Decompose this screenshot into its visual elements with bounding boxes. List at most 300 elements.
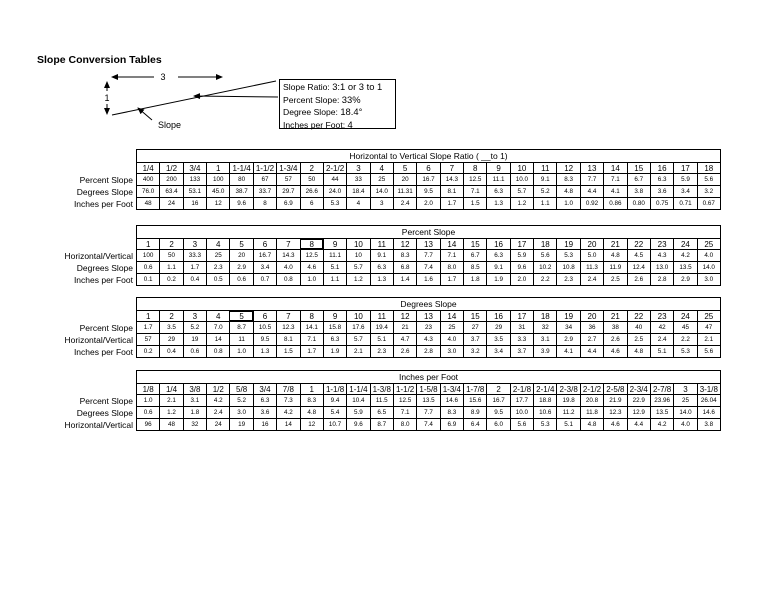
- table-cell: 53.1: [183, 186, 206, 197]
- table-cell: 7.4: [416, 419, 439, 430]
- table-cell: 3.4: [673, 186, 696, 197]
- column-header: 22: [627, 239, 650, 249]
- table-cell: 38.7: [229, 186, 252, 197]
- table-cell: 0.6: [143, 409, 153, 416]
- column-header: 1/2: [159, 163, 182, 173]
- table-cell: 25: [440, 322, 463, 333]
- row-label-spacer: [0, 162, 136, 174]
- table-cell: 33.3: [183, 250, 206, 261]
- column-header: 23: [650, 311, 673, 321]
- row-label: Percent Slope: [79, 396, 133, 406]
- table-cell: 22.9: [627, 395, 650, 406]
- table-cell: 0.8: [206, 346, 229, 357]
- table-cell: 20: [229, 250, 252, 261]
- column-header: 1-3/8: [370, 384, 393, 394]
- table-cell: 4.6: [603, 346, 626, 357]
- table-cell: 1.5: [276, 346, 299, 357]
- column-header: 1-1/2: [253, 163, 276, 173]
- column-header: 2: [159, 311, 182, 321]
- table-cell: 4.0: [673, 419, 696, 430]
- table-cell: 2.9: [229, 262, 252, 273]
- table-cell: 2.6: [627, 274, 650, 285]
- table-cell: 20.8: [580, 395, 603, 406]
- table-cell: 8.0: [440, 262, 463, 273]
- table-cell: 3.6: [650, 186, 673, 197]
- table-cell: 18.8: [533, 395, 556, 406]
- table-cell: 1.0: [143, 397, 153, 404]
- table-row: [0, 407, 768, 419]
- table-cell: 57: [144, 336, 152, 343]
- column-header: 1-7/8: [463, 384, 486, 394]
- table-cell: 11.1: [323, 250, 346, 261]
- table-cell: 0.5: [206, 274, 229, 285]
- table-cell: 24: [206, 419, 229, 430]
- table-cell: 14: [206, 334, 229, 345]
- table-cell: 9.5: [486, 407, 509, 418]
- table-cell: 33.7: [253, 186, 276, 197]
- table-cell: 0.86: [603, 198, 626, 209]
- column-header: 1-5/8: [416, 384, 439, 394]
- table-cell: 1.9: [486, 274, 509, 285]
- table-cell: 133: [183, 174, 206, 185]
- table-cell: 17.6: [346, 322, 369, 333]
- row-values: [136, 274, 721, 286]
- legend-value: 33%: [341, 93, 361, 105]
- table-cell: 14.3: [440, 174, 463, 185]
- column-header: 2-1/4: [533, 384, 556, 394]
- table-cell: 21: [393, 322, 416, 333]
- column-header: 14: [440, 239, 463, 249]
- table-cell: 0.92: [580, 198, 603, 209]
- table-cell: 5.9: [510, 250, 533, 261]
- table-cell: 27: [463, 322, 486, 333]
- column-header: 2-3/8: [556, 384, 579, 394]
- table-cell: 10.8: [556, 262, 579, 273]
- column-header: 18: [533, 239, 556, 249]
- column-header: 5/8: [229, 384, 252, 394]
- column-header: 7: [440, 163, 463, 173]
- table-cell: 8.3: [393, 250, 416, 261]
- table-cell: 2.1: [697, 334, 720, 345]
- table-cell: 1.2: [346, 274, 369, 285]
- table-cell: 4.4: [580, 186, 603, 197]
- row-values: [136, 250, 721, 262]
- table-cell: 1.7: [440, 198, 463, 209]
- table-cell: 11: [229, 334, 252, 345]
- table-cell: 19: [229, 419, 252, 430]
- table-cell: 3.1: [533, 334, 556, 345]
- row-label: Degrees Slope: [76, 263, 133, 273]
- column-header: 2: [159, 239, 182, 249]
- table-cell: 3.5: [486, 334, 509, 345]
- legend-label: Percent Slope:: [283, 94, 342, 105]
- row-values: [136, 419, 721, 431]
- column-header: 1-1/2: [393, 384, 416, 394]
- table-cell: 9.5: [416, 186, 439, 197]
- table-cell: 12.5: [393, 395, 416, 406]
- table-cell: 3.9: [533, 346, 556, 357]
- row-values: [136, 346, 721, 358]
- legend-pointer: [194, 96, 278, 97]
- table-cell: 2.4: [206, 407, 229, 418]
- column-header: 24: [673, 311, 696, 321]
- table-cell: 9.4: [323, 395, 346, 406]
- table-cell: 2.4: [580, 274, 603, 285]
- table-cell: 5.9: [673, 174, 696, 185]
- table-cell: 8.1: [276, 334, 299, 345]
- table-cell: 0.6: [183, 346, 206, 357]
- table-cell: 3.5: [159, 322, 182, 333]
- table-cell: 14.3: [276, 250, 299, 261]
- table-cell: 12: [206, 198, 229, 209]
- table-cell: 2.4: [393, 198, 416, 209]
- row-label: Percent Slope: [79, 323, 133, 333]
- table-cell: 3.7: [463, 334, 486, 345]
- column-header: 1: [145, 312, 151, 321]
- table-cell: 7.7: [416, 407, 439, 418]
- row-label-spacer: [0, 383, 136, 395]
- table-cell: 2.6: [603, 334, 626, 345]
- table-cell: 9.6: [346, 419, 369, 430]
- column-header: 13: [580, 163, 603, 173]
- table-cell: 12.5: [300, 250, 323, 261]
- table-cell: 23.96: [650, 395, 673, 406]
- table-cell: 5.3: [673, 346, 696, 357]
- table-row: [0, 174, 768, 186]
- table-cell: 45.0: [206, 186, 229, 197]
- column-header: 20: [580, 311, 603, 321]
- table-cell: 1.5: [463, 198, 486, 209]
- table-cell: 13.5: [673, 262, 696, 273]
- table-cell: 13.5: [650, 407, 673, 418]
- slope-label: Slope: [158, 120, 182, 130]
- table-cell: 16: [183, 198, 206, 209]
- table-cell: 6.0: [486, 419, 509, 430]
- table-cell: 5.0: [580, 250, 603, 261]
- table-cell: 32: [533, 322, 556, 333]
- column-header: 7/8: [276, 384, 299, 394]
- table-cell: 31: [510, 322, 533, 333]
- table-cell: 19.4: [370, 322, 393, 333]
- table-cell: 48: [144, 200, 152, 207]
- column-header: 25: [697, 311, 720, 321]
- table-header-row: [0, 370, 768, 383]
- table-cell: 3.6: [253, 407, 276, 418]
- table-cell: 5.9: [346, 407, 369, 418]
- column-header: 4: [206, 239, 229, 249]
- table-cell: 15.8: [323, 322, 346, 333]
- table-cell: 5.2: [229, 395, 252, 406]
- table-cell: 12.5: [463, 174, 486, 185]
- table-cell: 7.1: [463, 186, 486, 197]
- table-cell: 0.2: [159, 274, 182, 285]
- column-header: 22: [627, 311, 650, 321]
- column-header: 2: [486, 384, 509, 394]
- column-header: 1-3/4: [440, 384, 463, 394]
- table-cell: 42: [650, 322, 673, 333]
- table-cell: 4.2: [673, 250, 696, 261]
- legend-value: 4: [347, 118, 353, 130]
- table-cell: 9.1: [486, 262, 509, 273]
- table-cell: 2.2: [673, 334, 696, 345]
- column-header: 8: [300, 239, 323, 249]
- table-cell: 6.3: [486, 250, 509, 261]
- table-cell: 2.4: [650, 334, 673, 345]
- table-cell: 0.4: [159, 346, 182, 357]
- table-cell: 11.31: [393, 186, 416, 197]
- table-cell: 4.4: [580, 346, 603, 357]
- column-header: 3: [346, 163, 369, 173]
- table-cell: 2.8: [416, 346, 439, 357]
- table-row: [0, 419, 768, 431]
- table-cell: 1.3: [486, 198, 509, 209]
- table-cell: 0.4: [183, 274, 206, 285]
- table-header-row: [0, 149, 768, 162]
- row-label-spacer: [0, 370, 136, 383]
- row-label: Degrees Slope: [76, 408, 133, 418]
- table-cell: 7.1: [603, 174, 626, 185]
- table-cell: 1.1: [323, 274, 346, 285]
- table-cell: 5.6: [510, 419, 533, 430]
- row-label: Inches per Foot: [73, 275, 133, 285]
- table-cell: 6: [300, 198, 323, 209]
- column-header: 24: [673, 239, 696, 249]
- table-cell: 6.9: [276, 198, 299, 209]
- column-header: 3-1/8: [697, 384, 720, 394]
- table-cell: 9.6: [510, 262, 533, 273]
- table-cell: 16.7: [416, 174, 439, 185]
- table-cell: 17.7: [510, 395, 533, 406]
- table-cell: 7.1: [393, 407, 416, 418]
- row-values: [136, 198, 721, 210]
- table-cell: 3.4: [253, 262, 276, 273]
- column-header: 16: [486, 311, 509, 321]
- table-cell: 11.1: [486, 174, 509, 185]
- column-header: 8: [300, 311, 323, 321]
- column-header: 2-7/8: [650, 384, 673, 394]
- column-header: 1-1/4: [346, 384, 369, 394]
- table-cell: 13.5: [416, 395, 439, 406]
- table-cell: 3.7: [510, 346, 533, 357]
- legend-label: Slope Ratio:: [283, 82, 333, 92]
- row-label-spacer: [0, 225, 136, 238]
- column-header: 25: [697, 239, 720, 249]
- table-cell: 76.0: [142, 188, 155, 195]
- table-cell: 3.2: [697, 186, 720, 197]
- slope-line: [112, 81, 276, 115]
- table-cell: 12.3: [276, 322, 299, 333]
- table-cell: 5.7: [510, 186, 533, 197]
- conversion-table: [0, 149, 768, 210]
- table-cell: 1.9: [323, 346, 346, 357]
- table-cell: 36: [580, 322, 603, 333]
- table-cell: 6.7: [463, 250, 486, 261]
- column-header: 1/2: [206, 384, 229, 394]
- row-label: Horizontal/Vertical: [64, 420, 133, 430]
- table-cell: 44: [323, 174, 346, 185]
- table-cell: 5.4: [323, 407, 346, 418]
- table-cell: 5.2: [533, 186, 556, 197]
- column-headers: [136, 310, 721, 322]
- table-cell: 5.2: [183, 322, 206, 333]
- column-header: 10: [346, 239, 369, 249]
- table-cell: 47: [697, 322, 720, 333]
- row-values: [136, 186, 721, 198]
- table-cell: 1.2: [510, 198, 533, 209]
- table-cell: 3.0: [697, 274, 720, 285]
- table-cell: 1.3: [253, 346, 276, 357]
- table-cell: 10.6: [533, 407, 556, 418]
- table-cell: 100: [142, 252, 154, 259]
- table-cell: 19.8: [556, 395, 579, 406]
- table-cell: 5.1: [556, 419, 579, 430]
- column-header: 2-5/8: [603, 384, 626, 394]
- table-cell: 24.0: [323, 186, 346, 197]
- table-cell: 14.0: [370, 186, 393, 197]
- table-cell: 200: [159, 174, 182, 185]
- column-header: 8: [463, 163, 486, 173]
- table-cell: 5.6: [697, 346, 720, 357]
- column-headers: [136, 162, 721, 174]
- column-header: 12: [556, 163, 579, 173]
- table-cell: 11.8: [580, 407, 603, 418]
- table-cell: 100: [206, 174, 229, 185]
- table-cell: 15.6: [463, 395, 486, 406]
- column-header: 17: [510, 311, 533, 321]
- table-cell: 14.0: [673, 407, 696, 418]
- table-cell: 3.8: [697, 419, 720, 430]
- table-cell: 6.3: [323, 334, 346, 345]
- table-title: Percent Slope: [136, 225, 721, 238]
- table-cell: 12: [300, 419, 323, 430]
- table-cell: 8.3: [300, 395, 323, 406]
- table-cell: 4.7: [393, 334, 416, 345]
- table-cell: 4.2: [276, 407, 299, 418]
- table-cell: 1.6: [416, 274, 439, 285]
- table-cell: 12.9: [627, 407, 650, 418]
- column-header: 5: [393, 163, 416, 173]
- legend-value: 3:1 or 3 to 1: [332, 81, 383, 92]
- legend-value: 18.4°: [340, 106, 363, 118]
- row-values: [136, 262, 721, 274]
- table-cell: 10.5: [253, 322, 276, 333]
- column-header: 2-1/8: [510, 384, 533, 394]
- table-cell: 16.7: [486, 395, 509, 406]
- column-header: 9: [486, 163, 509, 173]
- table-cell: 80: [229, 174, 252, 185]
- table-cell: 4.5: [627, 250, 650, 261]
- column-header: 1-1/8: [323, 384, 346, 394]
- column-header-row: [0, 383, 768, 395]
- table-row: [0, 186, 768, 198]
- page-title: Slope Conversion Tables: [37, 54, 162, 66]
- column-header: 3: [673, 384, 696, 394]
- table-cell: 50: [300, 174, 323, 185]
- table-cell: 11.3: [580, 262, 603, 273]
- column-header: 11: [370, 311, 393, 321]
- table-cell: 25: [673, 395, 696, 406]
- table-cell: 2.9: [673, 274, 696, 285]
- table-cell: 0.1: [143, 276, 153, 283]
- table-cell: 14.6: [440, 395, 463, 406]
- table-cell: 4.2: [206, 395, 229, 406]
- table-cell: 33: [346, 174, 369, 185]
- column-header: 7: [276, 311, 299, 321]
- table-cell: 1.7: [440, 274, 463, 285]
- table-cell: 5.6: [533, 250, 556, 261]
- table-cell: 1.1: [159, 262, 182, 273]
- column-header: 5: [229, 311, 252, 321]
- column-header: 2-1/2: [580, 384, 603, 394]
- column-header: 6: [416, 163, 439, 173]
- table-cell: 5.1: [370, 334, 393, 345]
- legend-line: [283, 81, 392, 94]
- table-cell: 3.4: [486, 346, 509, 357]
- column-header-row: [0, 162, 768, 174]
- table-cell: 8.0: [393, 419, 416, 430]
- row-label: Percent Slope: [79, 175, 133, 185]
- table-cell: 8.1: [440, 186, 463, 197]
- table-cell: 9.1: [533, 174, 556, 185]
- table-cell: 50: [159, 250, 182, 261]
- table-cell: 10.2: [533, 262, 556, 273]
- row-values: [136, 322, 721, 334]
- table-cell: 1.4: [393, 274, 416, 285]
- row-label-spacer: [0, 297, 136, 310]
- table-cell: 4.1: [556, 346, 579, 357]
- column-header: 1/4: [142, 164, 154, 173]
- row-values: [136, 407, 721, 419]
- column-header: 2: [300, 163, 323, 173]
- table-row: [0, 198, 768, 210]
- column-header: 1-1/4: [229, 163, 252, 173]
- column-header: 1/8: [142, 385, 154, 394]
- table-cell: 1.0: [556, 198, 579, 209]
- legend-line: [283, 106, 392, 119]
- table-cell: 29.7: [276, 186, 299, 197]
- table-cell: 29: [486, 322, 509, 333]
- table-cell: 29: [159, 334, 182, 345]
- column-header: 2-3/4: [627, 384, 650, 394]
- table-row: [0, 322, 768, 334]
- table-cell: 4.3: [416, 334, 439, 345]
- table-cell: 2.0: [510, 274, 533, 285]
- table-cell: 3.1: [183, 395, 206, 406]
- table-cell: 8.9: [463, 407, 486, 418]
- table-cell: 4.8: [627, 346, 650, 357]
- table-row: [0, 334, 768, 346]
- table-cell: 0.8: [276, 274, 299, 285]
- column-header: 6: [253, 311, 276, 321]
- table-cell: 0.7: [253, 274, 276, 285]
- table-cell: 6.4: [463, 419, 486, 430]
- table-cell: 1.2: [159, 407, 182, 418]
- column-header: 2-1/2: [323, 163, 346, 173]
- column-header: 12: [393, 239, 416, 249]
- table-cell: 4.1: [603, 186, 626, 197]
- column-header: 12: [393, 311, 416, 321]
- row-label: Horizontal/Vertical: [64, 251, 133, 261]
- table-cell: 14.0: [697, 262, 720, 273]
- column-header: 1/4: [159, 384, 182, 394]
- table-cell: 3.8: [627, 186, 650, 197]
- column-header: 13: [416, 311, 439, 321]
- table-cell: 5.7: [346, 262, 369, 273]
- table-cell: 1.8: [183, 407, 206, 418]
- table-header-row: [0, 225, 768, 238]
- table-cell: 14.1: [300, 322, 323, 333]
- table-cell: 9.1: [370, 250, 393, 261]
